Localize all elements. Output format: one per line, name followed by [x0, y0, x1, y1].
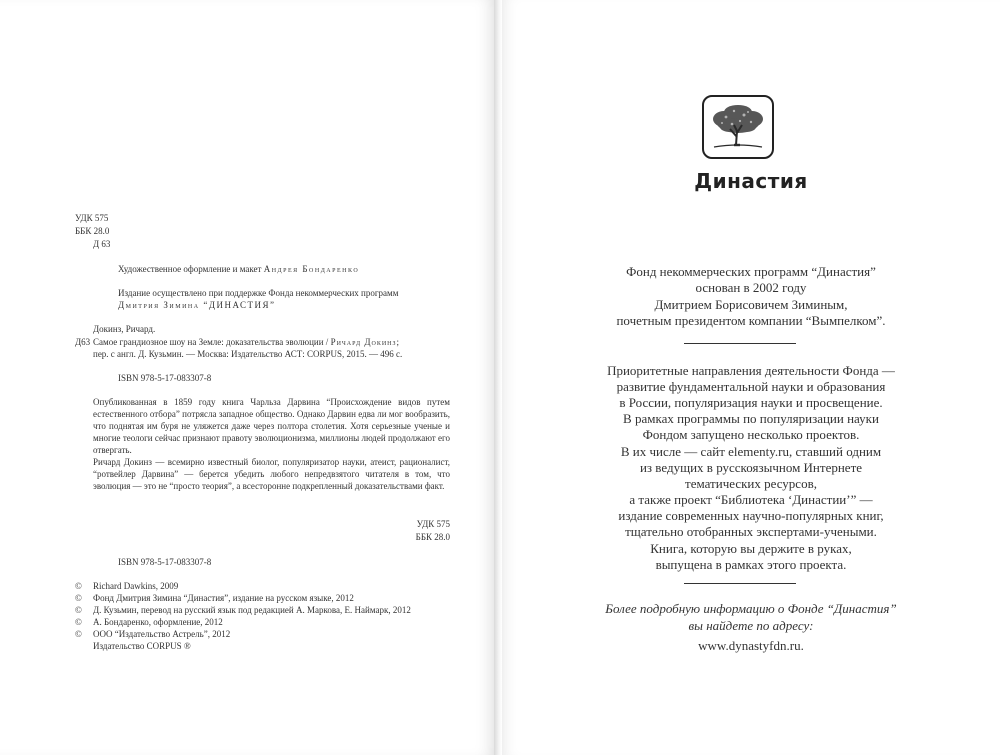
- bbk-code: ББК 28.0: [75, 226, 110, 236]
- copyright-symbol: ©: [75, 617, 82, 627]
- mission-line: из ведущих в русскоязычном Интернете: [639, 460, 863, 475]
- mission-line: развитие фундаментальной науки и образования: [616, 379, 886, 394]
- copyright-item: Д. Кузьмин, перевод на русский язык под редакцией А. Маркова, Е. Наймарк, 2012: [93, 605, 411, 615]
- catalog-title-line: [93, 336, 400, 348]
- mission-line: а также проект “Библиотека ‘Династии’” —: [629, 492, 873, 507]
- mission-line: В рамках программы по популяризации науки: [623, 411, 879, 426]
- section-divider: [684, 583, 796, 584]
- copyright-symbol: ©: [75, 581, 82, 591]
- design-credit-text: Художественное оформление и макет: [118, 264, 262, 274]
- copyright-item: Издательство CORPUS ®: [93, 641, 191, 651]
- more-info-line: вы найдете по адресу:: [688, 618, 814, 633]
- copyright-item: Richard Dawkins, 2009: [93, 581, 179, 591]
- mission-line: Фондом запущено несколько проектов.: [642, 427, 860, 442]
- intro-line: основан в 2002 году: [695, 280, 807, 295]
- intro-line: Дмитрием Борисовичем Зиминым,: [654, 297, 848, 312]
- book-gutter: [494, 0, 502, 755]
- left-page: [0, 0, 496, 755]
- udk-bottom: УДК 575: [416, 519, 450, 529]
- isbn-bottom: ISBN 978-5-17-083307-8: [118, 557, 212, 567]
- dynasty-logo-text: Династия: [694, 169, 808, 193]
- mission-line: выпущена в рамках этого проекта.: [655, 557, 847, 572]
- website-address: www.dynastyfdn.ru.: [698, 638, 804, 653]
- mission-line: В их числе — сайт elementy.ru, ставший одним: [620, 444, 882, 459]
- mission-line: Книга, которую вы держите в руках,: [650, 541, 852, 556]
- oak-tree-icon: [702, 95, 774, 159]
- copyright-item: ООО “Издательство Астрель”, 2012: [93, 629, 231, 639]
- copyright-symbol: ©: [75, 629, 82, 639]
- mission-line: в России, популяризация науки и просвещение.: [619, 395, 883, 410]
- intro-line: Фонд некоммерческих программ “Династия”: [626, 264, 876, 279]
- isbn-top: ISBN 978-5-17-083307-8: [118, 373, 212, 383]
- catalog-code: Д63: [75, 337, 91, 347]
- catalog-author-sc: Ричард Докинз;: [330, 337, 401, 347]
- mission-line: тщательно отобранных экспертами-учеными.: [625, 524, 877, 539]
- support-note-line1: Издание осуществлено при поддержке Фонда некоммерческих программ: [118, 288, 399, 298]
- right-page: [502, 0, 1000, 755]
- author-mark: Д 63: [93, 239, 111, 249]
- catalog-title: Самое грандиозное шоу на Земле: доказательства эволюции /: [93, 337, 329, 347]
- udk-code: УДК 575: [75, 213, 109, 223]
- design-credit: [118, 263, 359, 275]
- design-credit-name: Андрея Бондаренко: [263, 264, 360, 274]
- support-note-line2: Дмитрия Зимина “ДИНАСТИЯ”: [118, 300, 276, 310]
- copyright-symbol: ©: [75, 593, 82, 603]
- mission-line: тематических ресурсов,: [685, 476, 817, 491]
- copyright-item: А. Бондаренко, оформление, 2012: [93, 617, 223, 627]
- catalog-author: Докинз, Ричард.: [93, 324, 156, 334]
- mission-line: Приоритетные направления деятельности Фонда —: [607, 363, 895, 378]
- more-info-line: Более подробную информацию о Фонде “Династия”: [605, 601, 897, 616]
- annotation-paragraph-1: Опубликованная в 1859 году книга Чарльза Дарвина “Происхождение видов путем естественного отбора” потрясла западное общество. Однако Дарвин едва ли мог вообразить, что поднятая им буря не уляжется даже через полтора столетия. Хотя серьезные ученые и многие теологи сейчас признают правоту эволюционизма, миллионы людей продолжают его отвергать.: [93, 397, 450, 455]
- mission-line: издание современных научно-популярных книг,: [618, 508, 884, 523]
- annotation-paragraph-2: Ричард Докинз — всемирно известный биолог, популяризатор науки, атеист, рационалист, “ротвейлер Дарвина” — берется убедить любого непредвзятого читателя в том, что эволюция — это не “просто теория”, а всесторонне подкрепленный доказательствами факт.: [93, 457, 450, 491]
- catalog-publication-line: пер. с англ. Д. Кузьмин. — Москва: Издательство АСТ: CORPUS, 2015. — 496 с.: [93, 349, 403, 359]
- section-divider: [684, 343, 796, 344]
- copyright-symbol: ©: [75, 605, 82, 615]
- bbk-bottom: ББК 28.0: [415, 532, 450, 542]
- intro-line: почетным президентом компании “Вымпелком”.: [616, 313, 886, 328]
- copyright-item: Фонд Дмитрия Зимина “Династия”, издание на русском языке, 2012: [93, 593, 354, 603]
